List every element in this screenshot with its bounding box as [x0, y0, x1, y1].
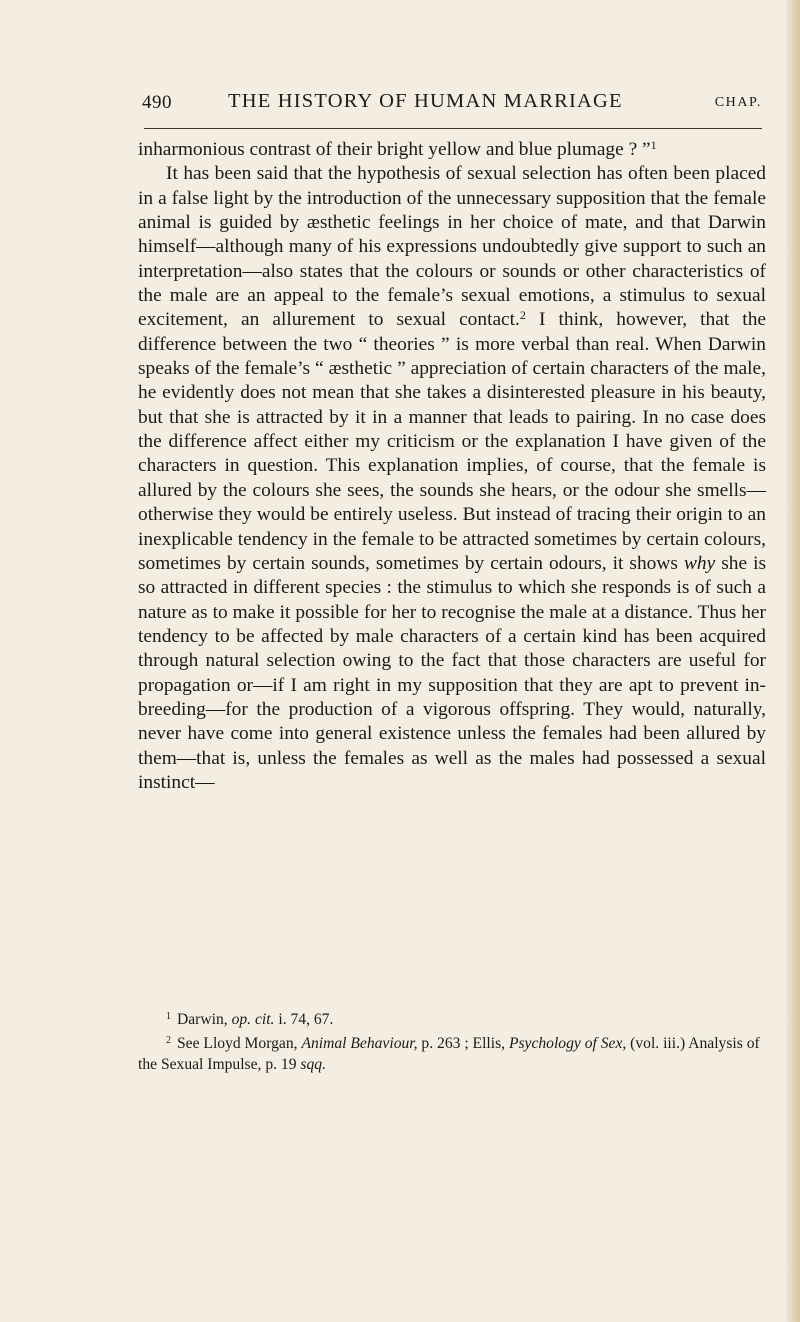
footnote-italic: op. cit.	[231, 1011, 275, 1028]
footnote-reference: 2	[519, 308, 526, 323]
footnote-1	[138, 1006, 766, 1030]
page-number: 490	[142, 92, 172, 113]
footnote-italic: Animal Behaviour,	[301, 1035, 418, 1052]
footnote-marker: 1	[166, 1011, 171, 1022]
footnote-text: i. 74, 67.	[274, 1011, 334, 1028]
paragraph	[138, 162, 766, 795]
footnote-italic: sqq.	[300, 1056, 326, 1073]
paragraph-text: I think, however, that the difference between the two “ theories ” is more verbal than real. When Darwin speaks of the female’s “ æsthetic ” appreciation of certain characters of the male, he evidently does not mean that she takes a disinterested pleasure in his beauty, but that she is attracted by it in a manner that leads to pairing. In no case does the difference affect either my criticism or the explanation I have given of the characters in question. This explanation implies, of course, that the female is allured by the colours she sees, the sounds she hears, or the odour she smells—otherwise they would be entirely useless. But instead of tracing their origin to an inexplicable tendency in the female to be attracted sometimes by certain colours, sometimes by certain sounds, sometimes by certain odours, it shows	[138, 309, 766, 574]
running-title: THE HISTORY OF HUMAN MARRIAGE	[228, 90, 623, 112]
footnote-2	[138, 1030, 766, 1075]
paragraph-text: she is so attracted in different species : the stimulus to which she responds is of such a nature as to make it possible for her to recognise the male at a distance. Thus her tendency to be affected by male characters of a certain kind has been acquired through natural selection owing to the fact that those characters are useful for propagation or—if I am right in my supposition that they are apt to prevent in-breeding—for the production of a vigorous offspring. They would, naturally, never have come into general existence unless the females had been allured by them—that is, unless the females as well as the males had possessed a sexual instinct—	[138, 552, 767, 793]
footnotes	[138, 1006, 766, 1075]
footnote-marker: 2	[166, 1035, 171, 1046]
footnote-text: See Lloyd Morgan,	[177, 1035, 302, 1052]
paragraph-text: It has been said that the hypothesis of sexual selection has often been placed in a false light by the introduction of the unnecessary supposition that the female animal is guided by æsthetic feelings in her choice of mate, and that Darwin himself—although many of his expressions undoubtedly give support to such an interpretation—also states that the colours or sounds or other characteristics of the male are an appeal to the female’s sexual emotions, a stimulus to sexual excitement, an allurement to sexual contact.	[138, 163, 766, 331]
chapter-abbreviation: CHAP.	[714, 95, 762, 110]
header-rule	[144, 128, 762, 129]
footnote-reference: 1	[650, 138, 657, 152]
footnote-text: Darwin,	[177, 1011, 232, 1028]
paragraph-continuation	[138, 138, 766, 162]
footnote-text: (vol. iii.) Analysis of the Sexual Impulse, p. 19	[138, 1035, 760, 1073]
footnote-text: p. 263 ; Ellis,	[417, 1035, 509, 1052]
running-header	[138, 88, 766, 124]
paragraph-text: inharmonious contrast of their bright yellow and blue plumage ? ”	[138, 139, 651, 160]
footnote-italic: Psychology of Sex,	[508, 1035, 627, 1052]
page-edge-shadow	[786, 0, 800, 1322]
body-text	[138, 138, 766, 795]
italic-emphasis: why	[683, 552, 716, 574]
